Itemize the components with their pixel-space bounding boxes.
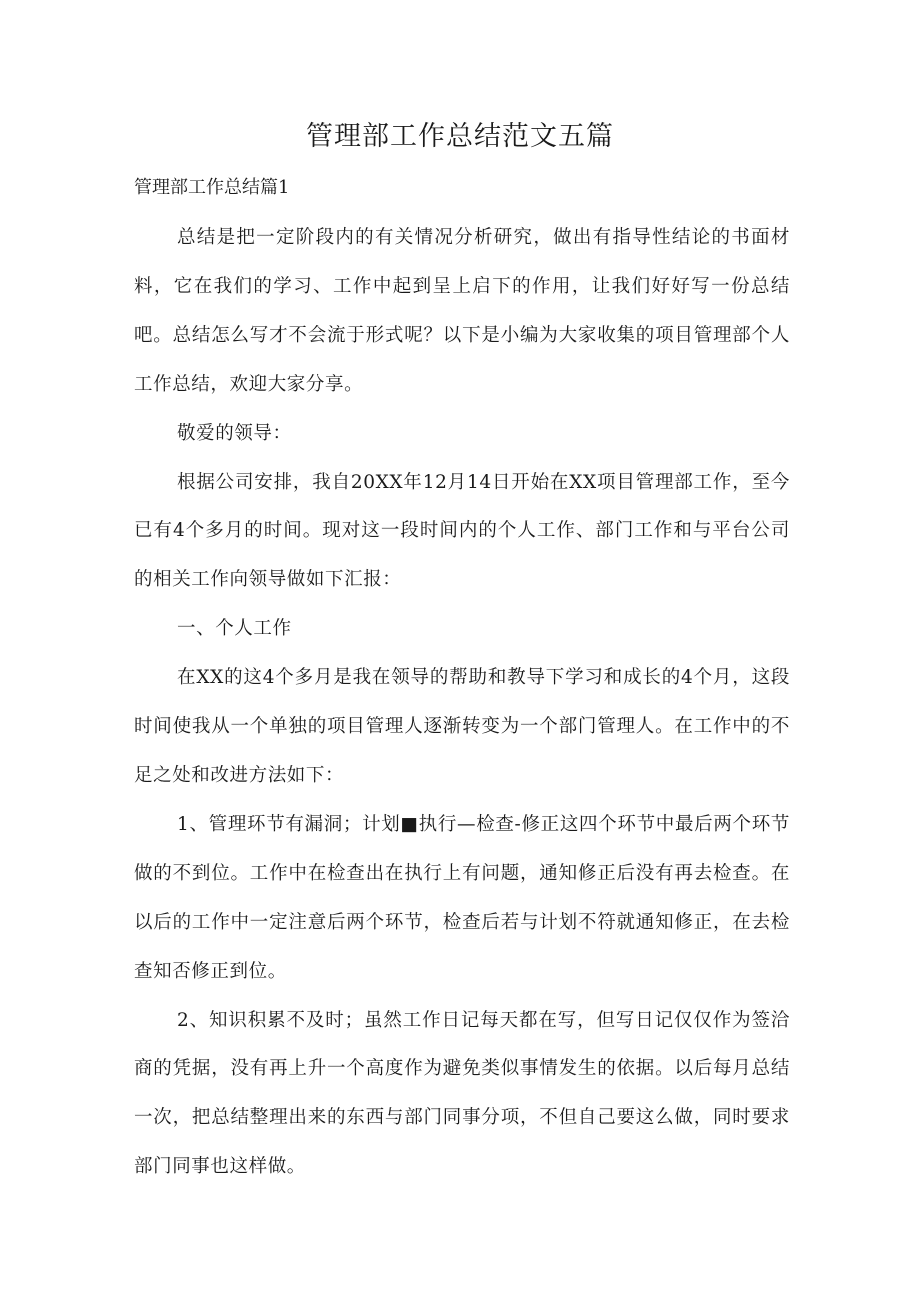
section-heading: 管理部工作总结篇1 [134,177,290,198]
paragraph-subheading-personal-work: 一、个人工作 [177,618,292,640]
paragraph-item-1: 1、管理环节有漏洞；计划■执行—检查-修正这四个环节中最后两个环节做的不到位。工作中在检查出在执行上有问题，通知修正后没有再去检查。在以后的工作中一定注意后两个环节，检查后若与计划不符就通知修正，在去检查知否修正到位。 [134,813,790,982]
paragraph-intro: 总结是把一定阶段内的有关情况分析研究，做出有指导性结论的书面材料，它在我们的学习、工作中起到呈上启下的作用，让我们好好写一份总结吧。总结怎么写才不会流于形式呢？以下是小编为大家收集的项目管理部个人工作总结，欢迎大家分享。 [134,227,790,395]
paragraph-report-intro: 根据公司安排，我自20XX年12月14日开始在XX项目管理部工作，至今已有4个多月的时间。现对这一段时间内的个人工作、部门工作和与平台公司的相关工作向领导做如下汇报： [134,471,790,591]
paragraph-personal-growth: 在XX的这4个多月是我在领导的帮助和教导下学习和成长的4个月，这段时间使我从一个单独的项目管理人逐渐转变为一个部门管理人。在工作中的不足之处和改进方法如下： [134,667,790,786]
document-body [134,214,790,1192]
document-title: 管理部工作总结范文五篇 [306,121,614,152]
paragraph-salutation: 敬爱的领导： [177,422,292,444]
paragraph-item-2: 2、知识积累不及时；虽然工作日记每天都在写，但写日记仅仅作为签洽商的凭据，没有再上升一个高度作为避免类似事情发生的依据。以后每月总结一次，把总结整理出来的东西与部门同事分项，不但自己要这么做，同时要求部门同事也这样做。 [134,1009,790,1178]
